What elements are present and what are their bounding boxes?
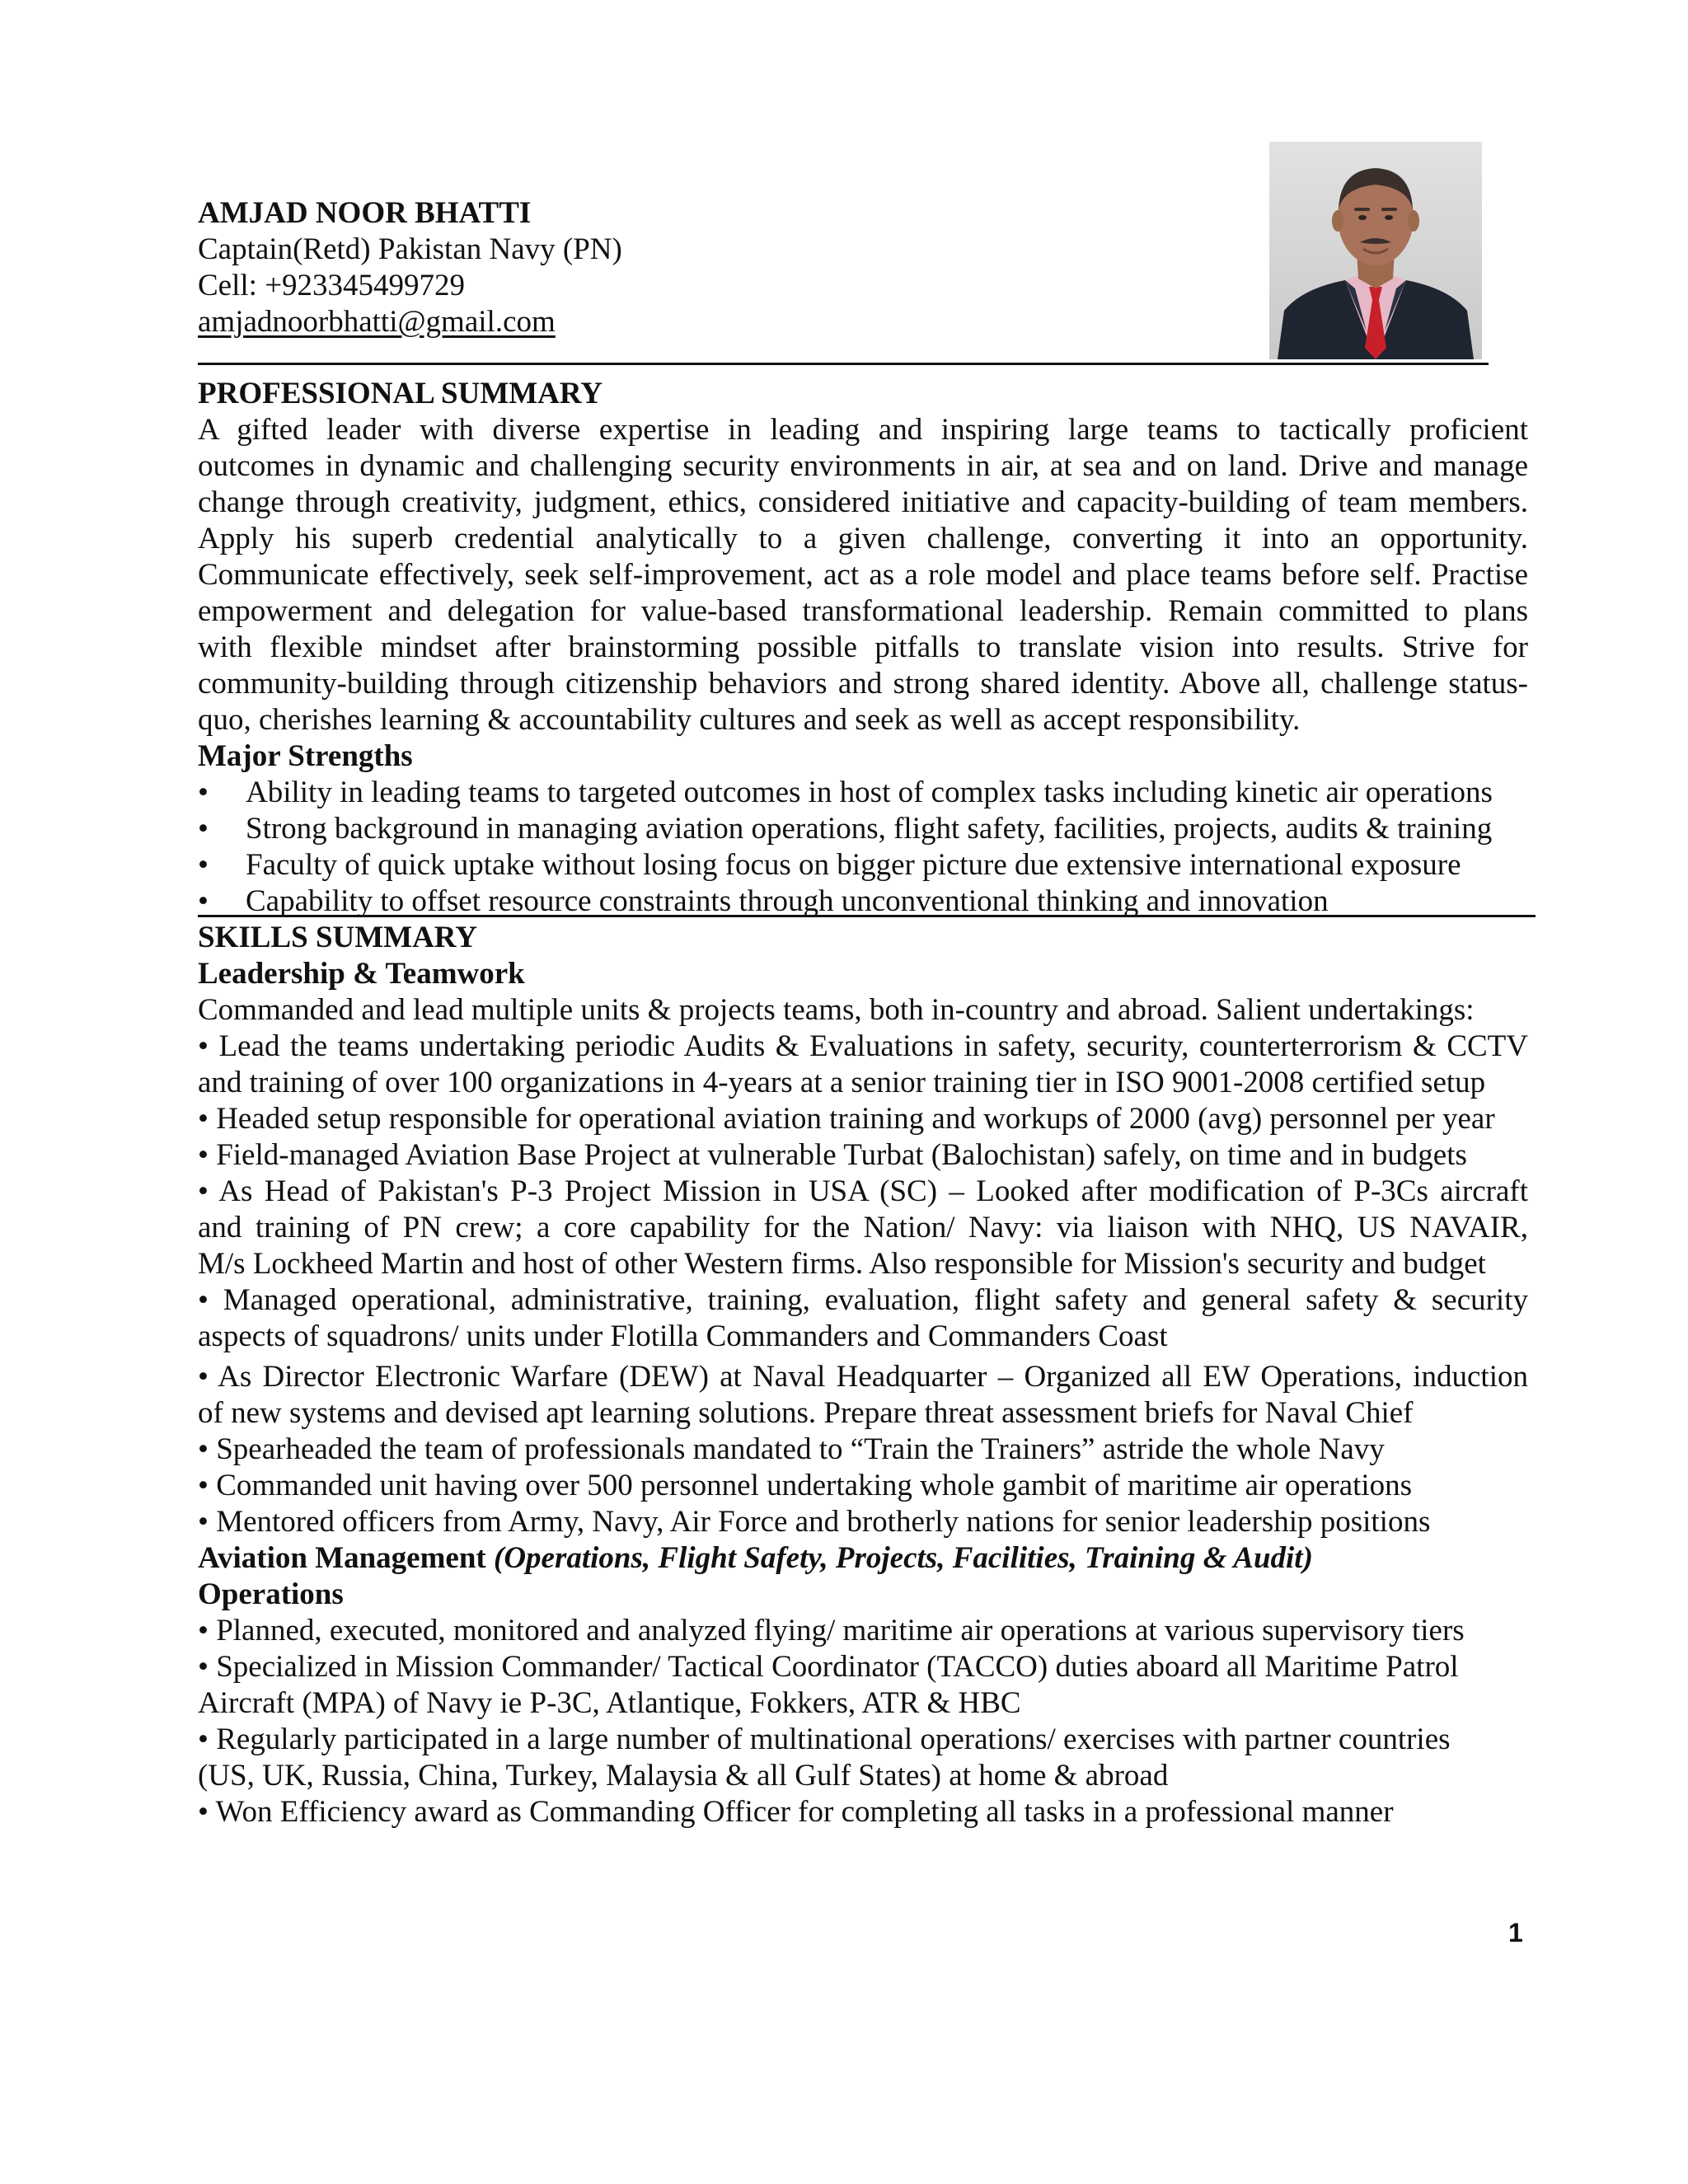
contact-header [198, 195, 1269, 340]
operations-line: • Specialized in Mission Commander/ Tactical Coordinator (TACCO) duties aboard all Maritime Patrol [198, 1650, 1459, 1684]
summary-line: with flexible mindset after brainstorming possible pitfalls to translate vision into results. Strive for [198, 630, 1528, 664]
bullet-icon: • [198, 812, 209, 846]
strength-text: Capability to offset resource constraints through unconventional thinking and innovation [246, 884, 1329, 918]
summary-line: change through creativity, judgment, ethics, considered initiative and capacity-building of team members. [198, 485, 1528, 519]
major-strengths-heading: Major Strengths [198, 739, 413, 773]
summary-line: Communicate effectively, seek self-improvement, act as a role model and place teams before self. Practise [198, 558, 1528, 592]
aviation-heading-italic: (Operations, Flight Safety, Projects, Facilities, Training & Audit) [494, 1541, 1313, 1575]
summary-line: Apply his superb credential analytically to a given challenge, converting it into an opportunity. [198, 522, 1528, 555]
professional-summary-heading: PROFESSIONAL SUMMARY [198, 377, 603, 410]
operations-line: • Won Efficiency award as Commanding Officer for completing all tasks in a professional manner [198, 1795, 1394, 1829]
page-number: 1 [1508, 1918, 1523, 1947]
skills-summary-heading: SKILLS SUMMARY [198, 921, 477, 954]
major-strengths-list [198, 775, 1528, 920]
leadership-line: and training of over 100 organizations in 4-years at a senior training tier in ISO 9001-2008 certified setup [198, 1066, 1486, 1099]
aviation-management-heading [198, 1540, 1528, 1577]
candidate-phone: Cell: +923345499729 [198, 269, 466, 302]
summary-line: community-building through citizenship behaviors and strong shared identity. Above all, challenge status- [198, 667, 1528, 701]
leadership-line: of new systems and devised apt learning solutions. Prepare threat assessment briefs for Naval Chief [198, 1396, 1414, 1430]
leadership-line: • Lead the teams undertaking periodic Audits & Evaluations in safety, security, counterterrorism & CCTV [198, 1029, 1528, 1063]
profile-photo [1269, 142, 1482, 359]
header-divider [198, 363, 1489, 365]
operations-line: Aircraft (MPA) of Navy ie P-3C, Atlantique, Fokkers, ATR & HBC [198, 1686, 1021, 1720]
summary-line: empowerment and delegation for value-based transformational leadership. Remain committed to plans [198, 594, 1528, 628]
bullet-icon: • [198, 776, 209, 809]
leadership-line: • As Director Electronic Warfare (DEW) at Naval Headquarter – Organized all EW Operations, induction [198, 1360, 1528, 1394]
operations-line: • Regularly participated in a large number of multinational operations/ exercises with partner countries [198, 1722, 1451, 1756]
leadership-line: • Field-managed Aviation Base Project at vulnerable Turbat (Balochistan) safely, on time and in budgets [198, 1138, 1467, 1172]
summary-line: A gifted leader with diverse expertise in leading and inspiring large teams to tactically proficient [198, 413, 1528, 447]
leadership-heading: Leadership & Teamwork [198, 957, 525, 991]
strength-item [198, 811, 1528, 847]
leadership-line: Commanded and lead multiple units & projects teams, both in-country and abroad. Salient undertakings: [198, 993, 1475, 1027]
leadership-line: • Mentored officers from Army, Navy, Air Force and brotherly nations for senior leadership positions [198, 1505, 1431, 1539]
aviation-heading-main: Aviation Management [198, 1541, 486, 1575]
leadership-line: and training of PN crew; a core capability for the Nation/ Navy: via liaison with NHQ, US NAVAIR, [198, 1211, 1528, 1244]
bullet-icon: • [198, 848, 209, 882]
portrait-image [1269, 142, 1482, 359]
leadership-line: • Commanded unit having over 500 personnel undertaking whole gambit of maritime air operations [198, 1469, 1413, 1502]
resume-body [198, 376, 1528, 1830]
summary-line: outcomes in dynamic and challenging security environments in air, at sea and on land. Drive and manage [198, 449, 1528, 483]
strength-item [198, 847, 1528, 883]
candidate-rank: Captain(Retd) Pakistan Navy (PN) [198, 232, 622, 266]
operations-heading: Operations [198, 1577, 344, 1611]
operations-line: (US, UK, Russia, China, Turkey, Malaysia & all Gulf States) at home & abroad [198, 1759, 1169, 1793]
strength-item [198, 775, 1528, 811]
operations-line: • Planned, executed, monitored and analyzed flying/ maritime air operations at various supervisory tiers [198, 1614, 1465, 1647]
professional-summary-text [198, 412, 1528, 738]
leadership-line: aspects of squadrons/ units under Flotilla Commanders and Commanders Coast [198, 1319, 1168, 1353]
leadership-line: M/s Lockheed Martin and host of other Western firms. Also responsible for Mission's security and budget [198, 1247, 1486, 1281]
candidate-name: AMJAD NOOR BHATTI [198, 196, 532, 230]
leadership-line: • Managed operational, administrative, training, evaluation, flight safety and general safety & security [198, 1283, 1528, 1317]
strength-item [198, 883, 1528, 920]
candidate-email-link[interactable]: amjadnoorbhatti@gmail.com [198, 305, 556, 339]
strength-text: Faculty of quick uptake without losing focus on bigger picture due extensive international exposure [246, 848, 1461, 882]
bullet-icon: • [198, 884, 209, 918]
leadership-text [198, 992, 1528, 1540]
strength-text: Strong background in managing aviation operations, flight safety, facilities, projects, audits & training [246, 812, 1493, 846]
leadership-line: • Spearheaded the team of professionals mandated to “Train the Trainers” astride the whole Navy [198, 1432, 1385, 1466]
operations-text [198, 1613, 1528, 1830]
summary-line: quo, cherishes learning & accountability cultures and seek as well as accept responsibility. [198, 703, 1301, 737]
leadership-line: • Headed setup responsible for operational aviation training and workups of 2000 (avg) personnel per year [198, 1102, 1495, 1136]
strength-text: Ability in leading teams to targeted outcomes in host of complex tasks including kinetic air operations [246, 776, 1493, 809]
leadership-line: • As Head of Pakistan's P-3 Project Mission in USA (SC) – Looked after modification of P-3Cs aircraft [198, 1174, 1528, 1208]
